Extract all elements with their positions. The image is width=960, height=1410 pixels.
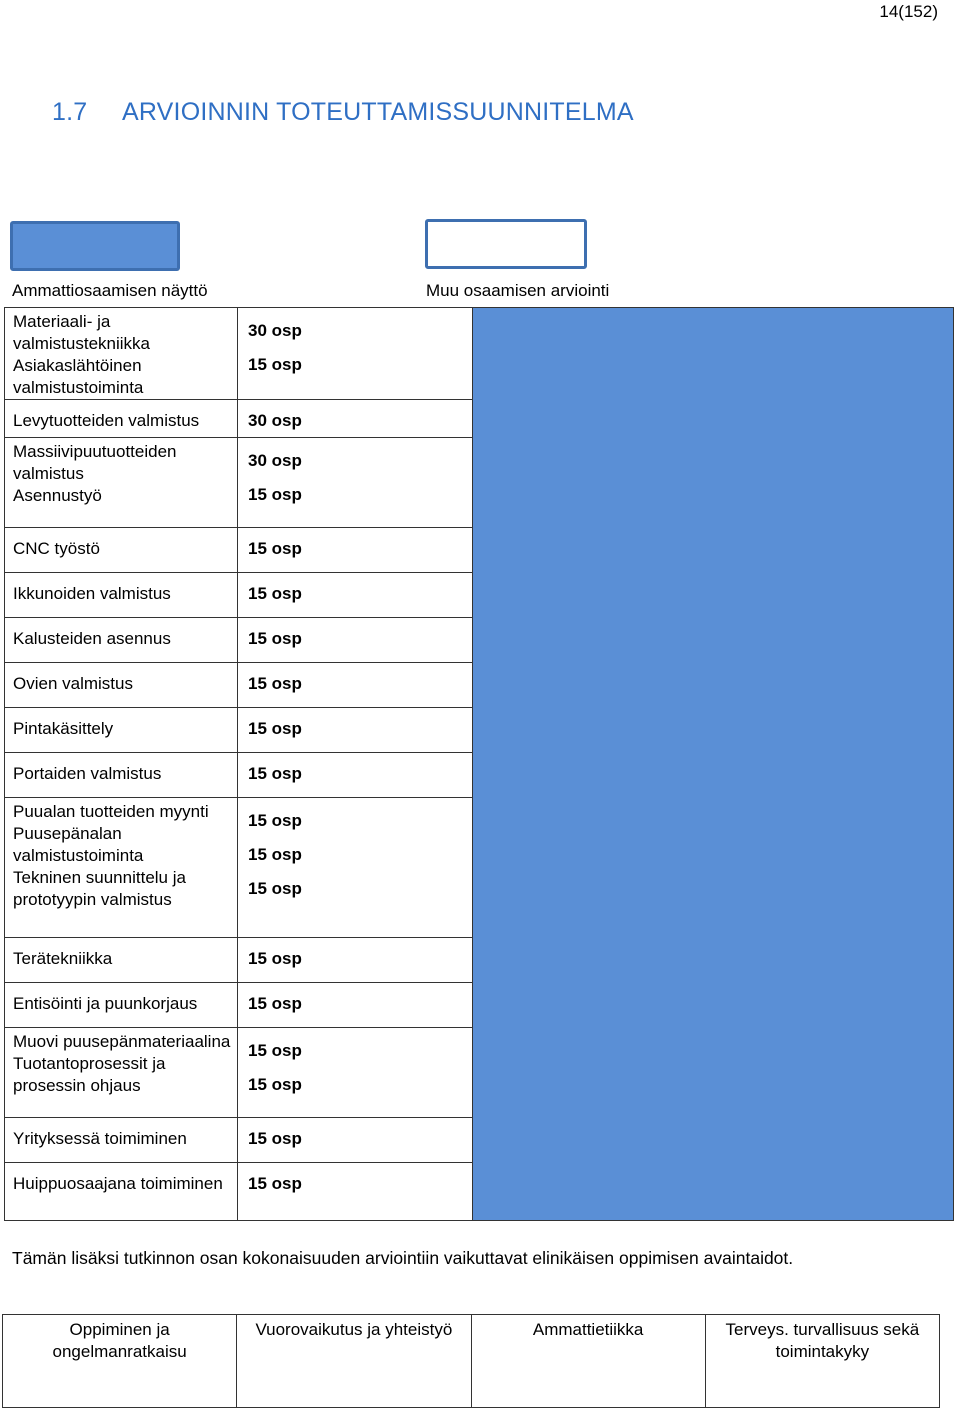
credits-value: 15 osp: [248, 355, 302, 374]
key-skill-cell: Ammattietiikka: [471, 1315, 705, 1408]
key-skills-table: [2, 1314, 940, 1408]
qualification-unit-name: Massiivipuutuotteiden valmistus: [13, 442, 177, 483]
qualification-unit-name: Asennustyö: [13, 486, 102, 505]
qualification-unit-name: Ovien valmistus: [13, 674, 133, 693]
qualification-unit-cell: [5, 708, 238, 753]
credits-cell: [238, 753, 473, 798]
credits-cell: [238, 1028, 473, 1118]
qualification-unit-name: Terätekniikka: [13, 949, 113, 968]
credits-value: 15 osp: [248, 879, 302, 898]
legend-label-other-assessment: Muu osaamisen arviointi: [426, 281, 610, 300]
credits-cell: [238, 708, 473, 753]
credits-cell: [238, 1118, 473, 1163]
credits-value: 30 osp: [248, 451, 302, 470]
credits-cell: [238, 308, 473, 400]
credits-value: 30 osp: [248, 321, 302, 340]
credits-value: 15 osp: [248, 584, 302, 603]
assessment-table: [4, 307, 954, 1221]
credits-value: 15 osp: [248, 674, 302, 693]
qualification-unit-name: Entisöinti ja puunkorjaus: [13, 994, 198, 1013]
skills-demo-fill: [473, 308, 954, 1221]
legend-label-skills-demo: Ammattiosaamisen näyttö: [12, 281, 208, 300]
qualification-unit-cell: [5, 1163, 238, 1221]
credits-value: 15 osp: [248, 629, 302, 648]
credits-value: 15 osp: [248, 1075, 302, 1094]
section-heading: [52, 98, 634, 127]
qualification-unit-name: Levytuotteiden valmistus: [13, 411, 200, 430]
qualification-unit-cell: [5, 618, 238, 663]
qualification-unit-cell: [5, 1028, 238, 1118]
qualification-unit-cell: [5, 663, 238, 708]
assessment-row: [5, 308, 954, 400]
credits-cell: [238, 438, 473, 528]
credits-value: 15 osp: [248, 1129, 302, 1148]
qualification-unit-cell: [5, 400, 238, 438]
qualification-unit-name: Muovi puusepänmateriaalina: [13, 1032, 231, 1051]
qualification-unit-cell: [5, 308, 238, 400]
credits-cell: [238, 798, 473, 938]
credits-cell: [238, 938, 473, 983]
credits-value: 15 osp: [248, 1041, 302, 1060]
credits-cell: [238, 983, 473, 1028]
credits-cell: [238, 1163, 473, 1221]
qualification-unit-name: Tekninen suunnittelu ja prototyypin valmistus: [13, 868, 186, 909]
qualification-unit-cell: [5, 528, 238, 573]
credits-cell: [238, 528, 473, 573]
qualification-unit-cell: [5, 983, 238, 1028]
key-skill-cell: Vuorovaikutus ja yhteistyö: [237, 1315, 471, 1408]
qualification-unit-name: Huippuosaajana toimiminen: [13, 1174, 223, 1193]
qualification-unit-cell: [5, 798, 238, 938]
key-competences-note: Tämän lisäksi tutkinnon osan kokonaisuuden arviointiin vaikuttavat elinikäisen oppimisen avaintaidot.: [12, 1248, 794, 1268]
qualification-unit-cell: [5, 438, 238, 528]
credits-value: 30 osp: [248, 411, 302, 430]
page-number: 14(152): [879, 2, 938, 21]
credits-value: 15 osp: [248, 994, 302, 1013]
credits-value: 15 osp: [248, 949, 302, 968]
credits-value: 15 osp: [248, 811, 302, 830]
qualification-unit-name: Asiakaslähtöinen valmistustoiminta: [13, 356, 144, 397]
credits-cell: [238, 663, 473, 708]
qualification-unit-name: CNC työstö: [13, 539, 100, 558]
section-title: ARVIOINNIN TOTEUTTAMISSUUNNITELMA: [122, 98, 634, 126]
legend-swatch-skills-demo: [10, 221, 180, 271]
qualification-unit-name: Portaiden valmistus: [13, 764, 162, 783]
key-skill-cell: Oppiminen ja ongelmanratkaisu: [3, 1315, 237, 1408]
credits-value: 15 osp: [248, 845, 302, 864]
qualification-unit-cell: [5, 753, 238, 798]
credits-value: 15 osp: [248, 539, 302, 558]
key-skill-cell: Terveys. turvallisuus sekä toimintakyky: [705, 1315, 939, 1408]
qualification-unit-cell: [5, 573, 238, 618]
credits-value: 15 osp: [248, 1174, 302, 1193]
legend-swatch-other-assessment: [425, 219, 587, 269]
qualification-unit-name: Pintakäsittely: [13, 719, 114, 738]
credits-value: 15 osp: [248, 764, 302, 783]
credits-value: 15 osp: [248, 719, 302, 738]
credits-value: 15 osp: [248, 485, 302, 504]
section-number: 1.7: [52, 98, 88, 126]
qualification-unit-name: Ikkunoiden valmistus: [13, 584, 171, 603]
credits-cell: [238, 400, 473, 438]
qualification-unit-name: Puualan tuotteiden myynti: [13, 802, 209, 821]
qualification-unit-name: Yrityksessä toimiminen: [13, 1129, 187, 1148]
qualification-unit-cell: [5, 1118, 238, 1163]
qualification-unit-name: Puusepänalan valmistustoiminta: [13, 824, 144, 865]
qualification-unit-cell: [5, 938, 238, 983]
qualification-unit-name: Tuotantoprosessit ja prosessin ohjaus: [13, 1054, 166, 1095]
credits-cell: [238, 618, 473, 663]
credits-cell: [238, 573, 473, 618]
qualification-unit-name: Materiaali- ja valmistustekniikka: [13, 312, 150, 353]
qualification-unit-name: Kalusteiden asennus: [13, 629, 171, 648]
